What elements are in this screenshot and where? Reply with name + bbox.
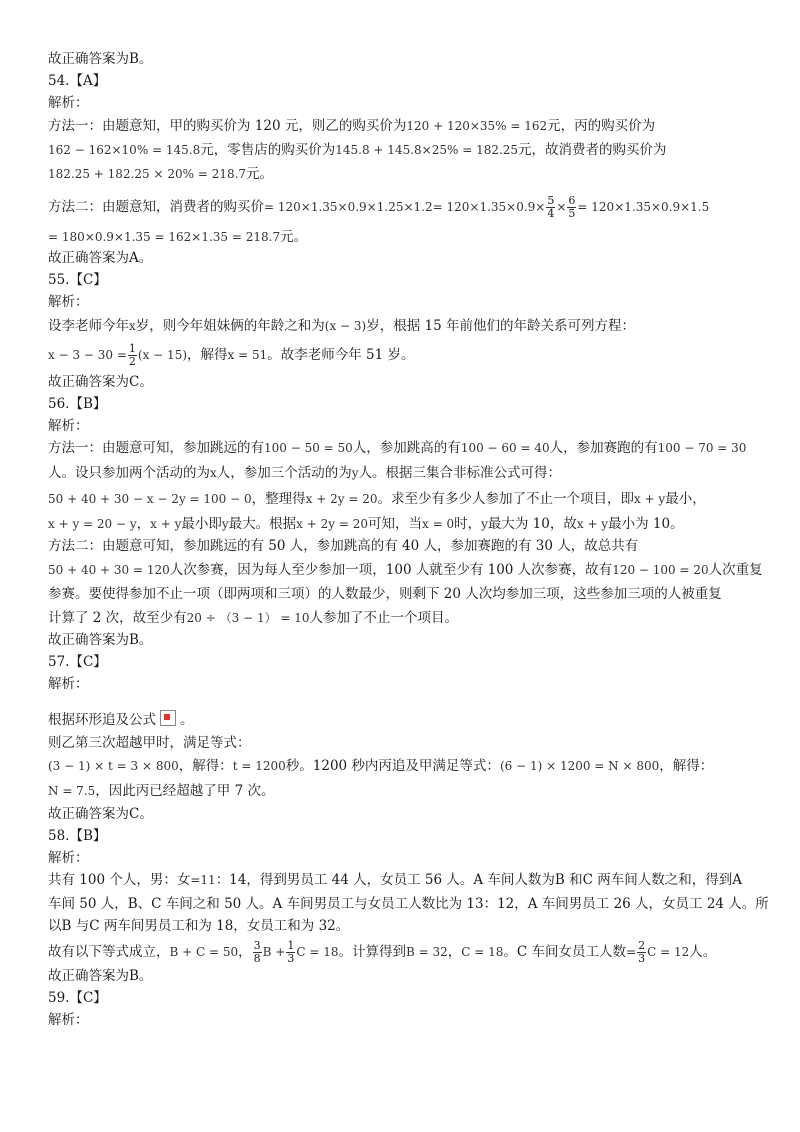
text-line: 以B 与C 两车间男员工和为 18，女员工和为 32。 <box>48 918 350 934</box>
fraction: $\frac{1}{2}$ <box>128 342 136 368</box>
text-line: 共有 100 个人，男：女=11：14，得到男员工 44 人，女员工 56 人。A 车间人数为B 和C 两车间人数之和，得到A <box>48 872 743 888</box>
text-line: 方法二：由题意可知，参加跳远的有 50 人，参加跳高的有 40 人，参加赛跑的有 30 人，故总共有 <box>48 538 639 554</box>
formula: = 120×1.35×0.9×1.5 <box>577 200 710 214</box>
question-number: 55.【C】 <box>48 272 107 288</box>
formula: (x − 3) <box>324 319 367 333</box>
question-number: 54.【A】 <box>48 73 107 89</box>
text-line: = 180×0.9×1.35 = 162×1.35 = 218.7元。 <box>48 229 308 245</box>
analysis-label: 解析： <box>48 850 89 866</box>
formula: = 120×1.35×0.9×1.25×1.2 <box>264 200 433 214</box>
analysis-label: 解析： <box>48 294 89 310</box>
text-line: N = 7.5，因此丙已经超越了甲 7 次。 <box>48 783 275 799</box>
text-line: 182.25 + 182.25 × 20% = 218.7元。 <box>48 166 274 182</box>
answer-line: 故正确答案为C。 <box>48 806 153 822</box>
analysis-label: 解析： <box>48 676 89 692</box>
formula: = 120×1.35×0.9× <box>432 200 546 214</box>
fraction: $\frac{5}{4}$ <box>547 194 555 220</box>
question-number: 57.【C】 <box>48 654 107 670</box>
answer-line: 故正确答案为B。 <box>48 632 153 648</box>
broken-image-icon <box>160 710 176 726</box>
formula: 182.25 + 182.25 × 20% = 218.7 <box>48 167 247 181</box>
answer-line: 故正确答案为B。 <box>48 51 153 67</box>
question-number: 56.【B】 <box>48 396 107 412</box>
fraction: $\frac{3}{8}$ <box>253 939 261 965</box>
text-line: 参赛。要使得参加不止一项（即两项和三项）的人数最少，则剩下 20 人次均参加三项，这些参加三项的人被重复 <box>48 586 722 602</box>
analysis-label: 解析： <box>48 95 89 111</box>
text-line: 根据环形追及公式 。 <box>48 712 194 728</box>
text-line: 计算了 2 次，故至少有20 ÷ （3 − 1） = 10人参加了不止一个项目。 <box>48 610 459 626</box>
question-number: 58.【B】 <box>48 828 107 844</box>
fraction: $\frac{1}{3}$ <box>287 939 295 965</box>
text-line: 设李老师今年x岁，则今年姐妹俩的年龄之和为(x − 3)岁，根据 15 年前他们的年龄关系可列方程： <box>48 318 635 334</box>
text-line: (3 − 1) × t = 3 × 800，解得：t = 1200秒。1200 秒内丙追及甲满足等式：(6 − 1) × 1200 = N × 800，解得： <box>48 758 714 774</box>
text-line: 方法一：由题意可知，参加跳远的有100 − 50 = 50人，参加跳高的有100 − 60 = 40人，参加赛跑的有100 − 70 = 30 <box>48 440 747 456</box>
text-line: x − 3 − 30 = $\frac{1}{2}$ (x − 15)，解得x = 51。故李老师今年 51 岁。 <box>48 342 415 368</box>
answer-line: 故正确答案为C。 <box>48 374 153 390</box>
text-line: 人。设只参加两个活动的为x人，参加三个活动的为y人。根据三集合非标准公式可得： <box>48 465 562 481</box>
text-line: x + y = 20 − y，x + y最小即y最大。根据x + 2y = 20可知，当x = 0时，y最大为 10，故x + y最小为 10。 <box>48 516 684 532</box>
text-line: 则乙第三次超越甲时，满足等式： <box>48 735 251 751</box>
text-line: 50 + 40 + 30 − x − 2y = 100 − 0，整理得x + 2y = 20。求至少有多少人参加了不止一个项目，即x + y最小， <box>48 491 706 507</box>
answer-line: 故正确答案为A。 <box>48 250 153 266</box>
formula: 145.8 + 145.8×25% = 182.25 <box>335 143 519 157</box>
text-line: 故有以下等式成立，B + C = 50， $\frac{3}{8}$ B + $\frac{1}{3}$ C = 18。计算得到B = 32，C = 18。C 车间女员工人数= $\frac{2}{3}$ C = 12人。 <box>48 939 717 965</box>
text-line: 162 − 162×10% = 145.8元，零售店的购买价为145.8 + 145.8×25% = 182.25元，故消费者的购买价为 <box>48 142 667 158</box>
answer-line: 故正确答案为B。 <box>48 968 153 984</box>
analysis-label: 解析： <box>48 418 89 434</box>
text-line: 50 + 40 + 30 = 120人次参赛，因为每人至少参加一项，100 人就至少有 100 人次参赛，故有120 − 100 = 20人次重复 <box>48 562 763 578</box>
analysis-label: 解析： <box>48 1012 89 1028</box>
formula: 162 − 162×10% = 145.8 <box>48 143 201 157</box>
fraction: $\frac{6}{5}$ <box>568 194 576 220</box>
text-line: 方法一：由题意知，甲的购买价为 120 元，则乙的购买价为120 + 120×35% = 162元，丙的购买价为 <box>48 118 656 134</box>
text-line: 方法二：由题意知，消费者的购买价= 120×1.35×0.9×1.25×1.2= 120×1.35×0.9× $\frac{5}{4}$ × $\frac{6}{5}$ = 120×1.35×0.9×1.5 <box>48 194 710 220</box>
fraction: $\frac{2}{3}$ <box>638 939 646 965</box>
question-number: 59.【C】 <box>48 990 107 1006</box>
formula: 120 + 120×35% = 162 <box>406 119 548 133</box>
formula: = 180×0.9×1.35 = 162×1.35 = 218.7 <box>48 230 281 244</box>
text-line: 车间 50 人，B、C 车间之和 50 人。A 车间男员工与女员工人数比为 13：12，A 车间男员工 26 人，女员工 24 人。所 <box>48 896 769 912</box>
